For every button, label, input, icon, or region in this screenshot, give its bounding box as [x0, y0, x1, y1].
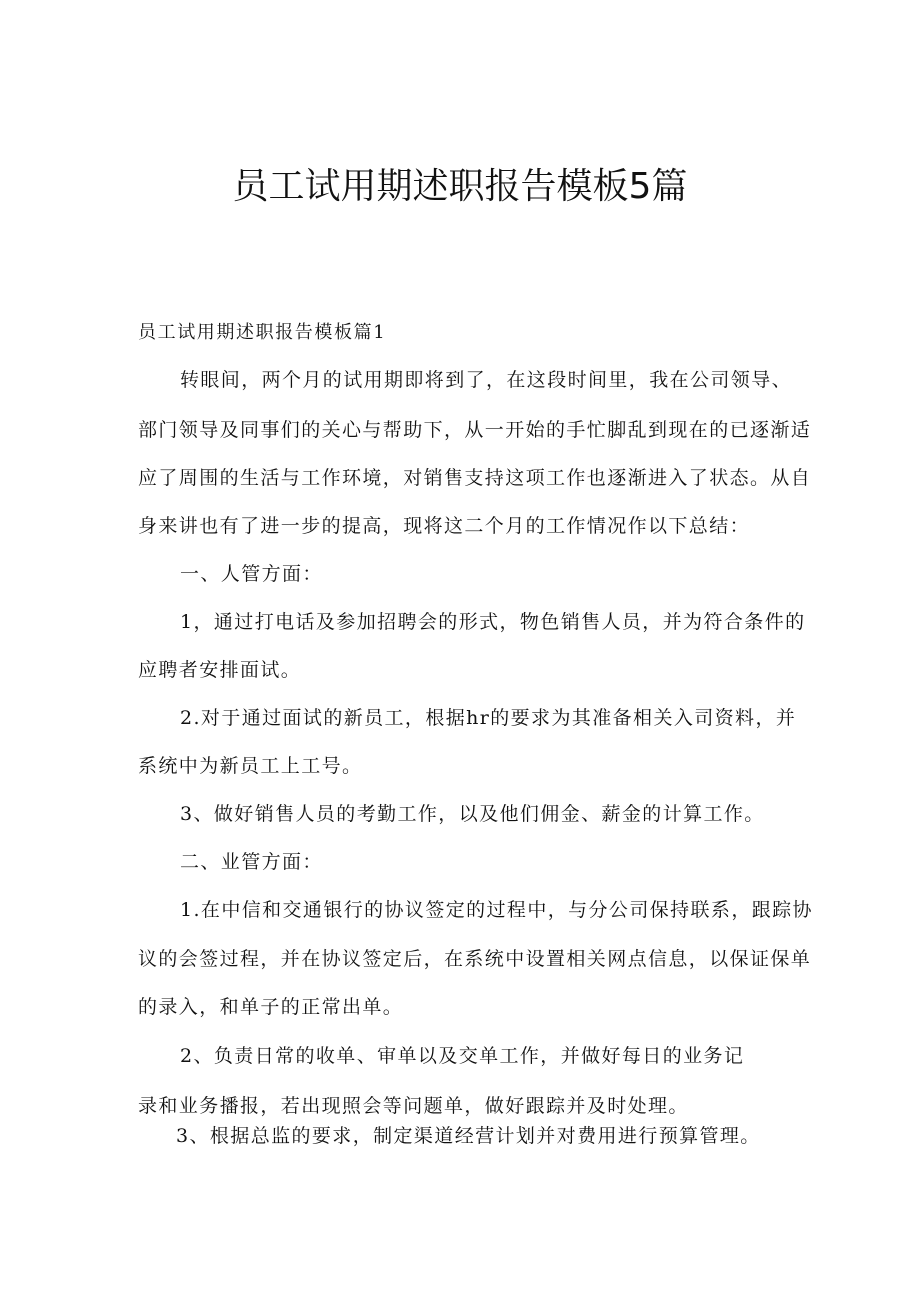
document-title: 员工试用期述职报告模板5篇	[232, 166, 688, 207]
paragraph-line: 身来讲也有了进一步的提高，现将这二个月的工作情况作以下总结：	[138, 515, 751, 537]
paragraph-line: 3、根据总监的要求，制定渠道经营计划并对费用进行预算管理。	[176, 1125, 761, 1147]
paragraph-line: 系统中为新员工上工号。	[138, 755, 363, 777]
paragraph-line: 转眼间，两个月的试用期即将到了，在这段时间里，我在公司领导、	[180, 369, 793, 391]
paragraph-line: 2.对于通过面试的新员工，根据hr的要求为其准备相关入司资料，并	[180, 707, 797, 729]
paragraph-line: 的录入，和单子的正常出单。	[138, 996, 404, 1018]
paragraph-line: 应聘者安排面试。	[138, 659, 302, 681]
paragraph-line: 录和业务播报，若出现照会等问题单，做好跟踪并及时处理。	[138, 1095, 689, 1117]
paragraph-line: 3、做好销售人员的考勤工作，以及他们佣金、薪金的计算工作。	[180, 803, 765, 825]
subheading-line: 二、业管方面：	[180, 851, 323, 873]
paragraph-line: 1.在中信和交通银行的协议签定的过程中，与分公司保持联系，跟踪协	[180, 899, 813, 921]
paragraph-line: 应了周围的生活与工作环境，对销售支持这项工作也逐渐进入了状态。从自	[138, 467, 812, 489]
paragraph-line: 1，通过打电话及参加招聘会的形式，物色销售人员，并为符合条件的	[180, 611, 806, 633]
paragraph-line: 部门领导及同事们的关心与帮助下，从一开始的手忙脚乱到现在的已逐渐适	[138, 419, 812, 441]
paragraph-line: 2、负责日常的收单、审单以及交单工作，并做好每日的业务记	[180, 1045, 745, 1067]
section-heading: 员工试用期述职报告模板篇1	[138, 322, 387, 343]
paragraph-line: 议的会签过程，并在协议签定后，在系统中设置相关网点信息，以保证保单	[138, 948, 812, 970]
subheading-line: 一、人管方面：	[180, 563, 323, 585]
